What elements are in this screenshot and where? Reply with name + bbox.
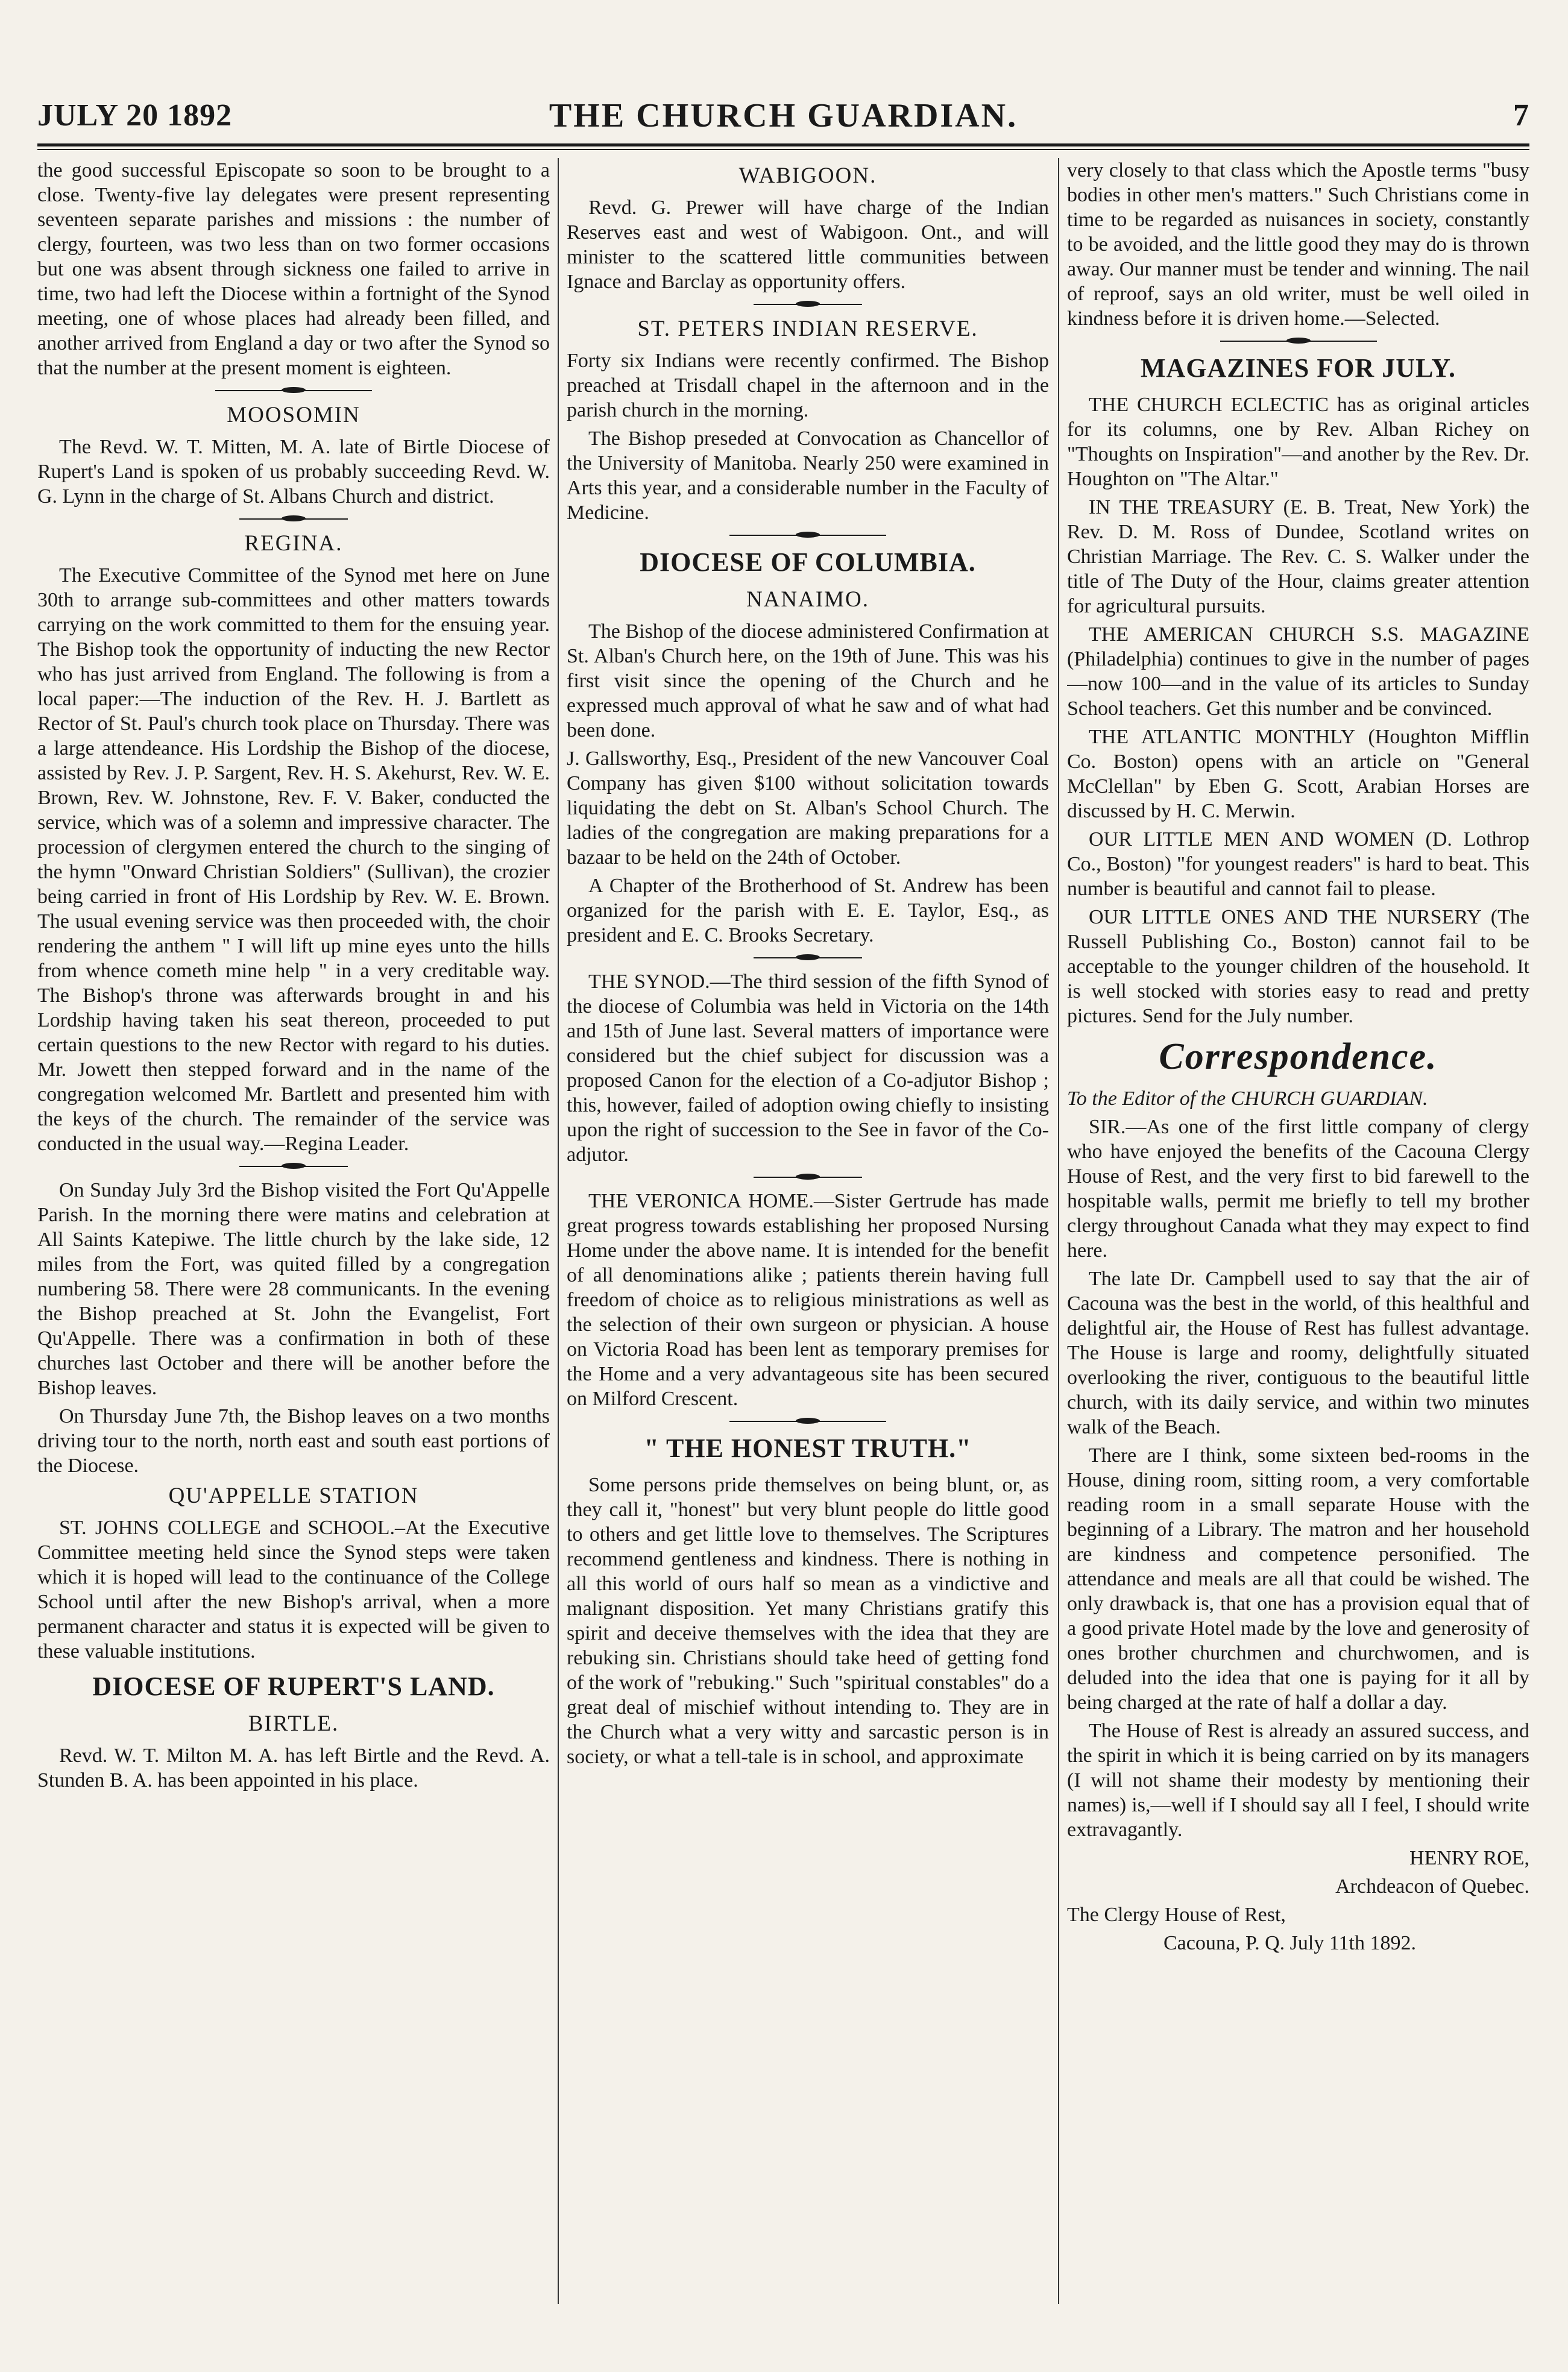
section-heading-moosomin: MOOSOMIN [227, 403, 361, 427]
masthead-rule [37, 143, 1529, 146]
paragraph: The Bishop preseded at Convocation as Chancellor of the University of Manitoba. Nearly 250 were examined in Arts this year, and a considerable number in the Faculty of Medicine. [567, 427, 1049, 524]
section-heading-qu-appelle-station: QU'APPELLE STATION [168, 1483, 419, 1508]
column-1 [37, 158, 550, 2328]
letter-place: The Clergy House of Rest, [1067, 1904, 1286, 1926]
paragraph: THE SYNOD.—The third session of the fifth Synod of the diocese of Columbia was held in Victoria on the 14th and 15th of June last. Several matters of importance were considered but the chief subject for discussion was a proposed Canon for the election of a Co-adjutor Bishop ; this, however, failed of adoption owing chiefly to insisting upon the right of succession to the See in favor of the Co-adjutor. [567, 971, 1049, 1166]
paragraph: A Chapter of the Brotherhood of St. Andrew has been organized for the parish with E. E. Taylor, Esq., as president and E. C. Brooks Secretary. [567, 875, 1049, 946]
section-heading-correspondence: Correspondence. [1159, 1036, 1438, 1077]
section-heading-regina: REGINA. [244, 531, 343, 556]
paragraph: Revd. W. T. Milton M. A. has left Birtle and the Revd. A. Stunden B. A. has been appointed in his place. [37, 1744, 550, 1792]
section-separator [239, 1166, 348, 1167]
column-divider [1058, 158, 1059, 2304]
section-heading-birtle: BIRTLE. [248, 1711, 339, 1736]
paragraph: SIR.—As one of the first little company of clergy who have enjoyed the benefits of the Cacouna Clergy House of Rest, and the very first to bid farewell to the hospitable walls, permit me briefly to tell my brother clergy throughout Canada what they may expect to find here. [1067, 1116, 1529, 1262]
paragraph: The Executive Committee of the Synod met here on June 30th to arrange sub-committees and other matters towards carrying on the work committed to them for the ensuing year. The Bishop took the opportunity of inducting the new Rector who has just arrived from England. The following is from a local paper:—The induction of the Rev. H. J. Bartlett as Rector of St. Paul's church took place on Thursday. There was a large attendeance. His Lordship the Bishop of the diocese, assisted by Rev. J. P. Sargent, Rev. H. S. Akehurst, Rev. W. E. Brown, Rev. W. Johnstone, Rev. F. V. Baker, conducted the service, which was of a solemn and impressive character. The procession of clergymen entered the church to the singing of the hymn "Onward Christian Soldiers" (Sullivan), the crozier being carried in front of His Lordship by Rev. W. E. Brown. The usual evening service was then proceeded with, the choir rendering the anthem " I will lift up mine eyes unto the hills from whence cometh mine help " in a very creditable way. The Bishop's throne was afterwards brought in and his Lordship having taken his seat thereon, proceeded to put certain questions to the new Rector with regard to his duties. Mr. Jowett then stepped forward and in the name of the congregation welcomed Mr. Bartlett and presented him with the keys of the church. The remainder of the service was conducted in the usual way.—Regina Leader. [37, 564, 550, 1155]
paragraph: THE ATLANTIC MONTHLY (Houghton Mifflin Co. Boston) opens with an article on "General McClellan" by Eben G. Scott, Arabian Horses are discussed by H. C. Merwin. [1067, 726, 1529, 822]
section-separator [729, 1421, 886, 1422]
paragraph: very closely to that class which the Apostle terms "busy bodies in other men's matters." Such Christians come in time to be regarded as nuisances in society, constantly to be avoided, and the little good they may do is thrown away. Our manner must be tender and winning. The nail of reproof, says an old writer, must be well oiled in kindness before it is driven home.—Selected. [1067, 159, 1529, 330]
section-separator [239, 518, 348, 520]
masthead-rule-thin [37, 149, 1529, 150]
section-separator [754, 1177, 862, 1178]
letter-date: Cacouna, P. Q. July 11th 1892. [1163, 1932, 1417, 1954]
paragraph: IN THE TREASURY (E. B. Treat, New York) the Rev. D. M. Ross of Dundee, Scotland writes on Christian Marriage. The Rev. C. S. Walker under the title of The Duty of the Hour, claims greater attention for agricultural pursuits. [1067, 496, 1529, 617]
section-heading-wabigoon: WABIGOON. [738, 163, 877, 188]
section-heading-st-peters: ST. PETERS INDIAN RESERVE. [637, 316, 978, 341]
section-separator [754, 304, 862, 305]
column-3 [1067, 158, 1529, 2328]
paragraph: ST. JOHNS COLLEGE and SCHOOL.–At the Executive Committee meeting held since the Synod steps were taken which it is hoped will lead to the continuance of the College School until after the new Bishop's arrival, when a more permanent character and status it is expected will be given to these valuable institutions. [37, 1517, 550, 1663]
page-number: 7 [1513, 98, 1529, 133]
paragraph: the good successful Episcopate so soon to be brought to a close. Twenty-five lay delegates were present representing seventeen separate parishes and missions : the number of clergy, fourteen, was two less than on two former occasions but one was absent through sickness one failed to arrive in time, two had left the Diocese within a fortnight of the Synod meeting, one of whose places had already been filled, and another arrived from England a day or two after the Synod so that the number at the present moment is eighteen. [37, 159, 550, 379]
paragraph: On Sunday July 3rd the Bishop visited the Fort Qu'Appelle Parish. In the morning there were matins and celebration at All Saints Katepiwe. The little church by the lake side, 12 miles from the Fort, was quited filled by a congregation numbering 58. There were 28 communicants. In the evening the Bishop preached at St. John the Evangelist, Fort Qu'Appelle. There was a confirmation in both of these churches last October and there will be another before the Bishop leaves. [37, 1179, 550, 1399]
section-separator [729, 535, 886, 536]
paragraph: Revd. G. Prewer will have charge of the Indian Reserves east and west of Wabigoon. Ont., and will minister to the scattered little communities between Ignace and Barclay as opportunity offers. [567, 197, 1049, 293]
masthead [37, 90, 1529, 141]
paragraph: OUR LITTLE ONES AND THE NURSERY (The Russell Publishing Co., Boston) cannot fail to be acceptable to the younger children of the household. It is well stocked with stories easy to read and pretty pictures. Send for the July number. [1067, 906, 1529, 1027]
section-heading-magazines: MAGAZINES FOR JULY. [1140, 353, 1456, 383]
section-separator [215, 390, 372, 391]
issue-date: JULY 20 1892 [37, 98, 233, 133]
paragraph: There are I think, some sixteen bed-rooms in the House, dining room, sitting room, a very comfortable reading room in a small separate House with the beginning of a Library. The matron and her household are kindness and competence personified. The attendance and meals are all that could be wished. The only drawback is, that one has a provision equal that of a good private Hotel made by the love and generosity of ones brother churchmen and churchwomen, and is deluded into the idea that one is paying for it all by being charged at the rate of half a dollar a day. [1067, 1444, 1529, 1714]
section-heading-diocese-ruperts-land: DIOCESE OF RUPERT'S LAND. [92, 1672, 495, 1701]
paragraph: Forty six Indians were recently confirmed. The Bishop preached at Trisdall chapel in the afternoon and in the parish church in the morning. [567, 350, 1049, 421]
letter-signature-name: HENRY ROE, [1409, 1847, 1529, 1869]
newspaper-title: THE CHURCH GUARDIAN. [549, 97, 1018, 134]
paragraph: THE VERONICA HOME.—Sister Gertrude has made great progress towards establishing her proposed Nursing Home under the above name. It is intended for the benefit of all denominations alike ; patients therein having full freedom of choice as to religious ministrations as well as the selection of their own surgeon or physician. A house on Victoria Road has been lent as temporary premises for the Home and a very advantageous site has been secured on Milford Crescent. [567, 1190, 1049, 1410]
paragraph: The Revd. W. T. Mitten, M. A. late of Birtle Diocese of Rupert's Land is spoken of us probably succeeding Revd. W. G. Lynn in the charge of St. Albans Church and district. [37, 436, 550, 508]
letter-signature-title: Archdeacon of Quebec. [1335, 1875, 1529, 1898]
section-heading-nanaimo: NANAIMO. [746, 587, 870, 612]
section-heading-diocese-columbia: DIOCESE OF COLUMBIA. [640, 547, 976, 577]
column-divider [558, 158, 559, 2304]
paragraph: The Bishop of the diocese administered Confirmation at St. Alban's Church here, on the 19th of June. This was his first visit since the opening of the Church and he expressed much approval of what he saw and of what had been done. [567, 620, 1049, 741]
letter-address: To the Editor of the CHURCH GUARDIAN. [1067, 1087, 1428, 1110]
paragraph: The late Dr. Campbell used to say that the air of Cacouna was the best in the world, of this healthful and delightful air, the House of Rest has fullest advantage. The House is large and roomy, delightfully situated overlooking the river, contiguous to the beautiful little church, with its daily service, and within two minutes walk of the Beach. [1067, 1268, 1529, 1438]
paragraph: J. Gallsworthy, Esq., President of the new Vancouver Coal Company has given $100 without solicitation towards liquidating the debt on St. Alban's School Church. The ladies of the congregation are making preparations for a bazaar to be held on the 24th of October. [567, 747, 1049, 869]
section-separator [1220, 341, 1377, 342]
paragraph: OUR LITTLE MEN AND WOMEN (D. Lothrop Co., Boston) "for youngest readers" is hard to beat. This number is beautiful and cannot fail to please. [1067, 828, 1529, 900]
paragraph: THE AMERICAN CHURCH S.S. MAGAZINE (Philadelphia) continues to give in the number of pages—now 100—and in the value of its articles to Sunday School teachers. Get this number and be convinced. [1067, 623, 1529, 720]
section-heading-honest-truth: " THE HONEST TRUTH." [644, 1433, 972, 1463]
section-separator [754, 957, 862, 958]
paragraph: Some persons pride themselves on being blunt, or, as they call it, "honest" but very blunt people do little good to others and get little love to themselves. The Scriptures recommend gentleness and kindness. There is nothing in all this world of ours half so mean as a vindictive and malignant disposition. Yet many Christians gratify this spirit and deceive themselves with the idea that they are rebuking sin. Christians should take heed of getting fond of the work of "rebuking." Such "spiritual constables" do a great deal of mischief without intending to. They are in the Church what a very witty and sarcastic person is in society, or what a tell-tale is in school, and approximate [567, 1474, 1049, 1768]
paragraph: On Thursday June 7th, the Bishop leaves on a two months driving tour to the north, north east and south east portions of the Diocese. [37, 1405, 550, 1477]
column-2 [567, 158, 1049, 2328]
paragraph: The House of Rest is already an assured success, and the spirit in which it is being carried on by its managers (I will not shame their modesty by mentioning their names) is,—well if I should say all I feel, I should write extravagantly. [1067, 1720, 1529, 1841]
paragraph: THE CHURCH ECLECTIC has as original articles for its columns, one by Rev. Alban Richey on "Thoughts on Inspiration"—and another by the Rev. Dr. Houghton on "The Altar." [1067, 394, 1529, 490]
